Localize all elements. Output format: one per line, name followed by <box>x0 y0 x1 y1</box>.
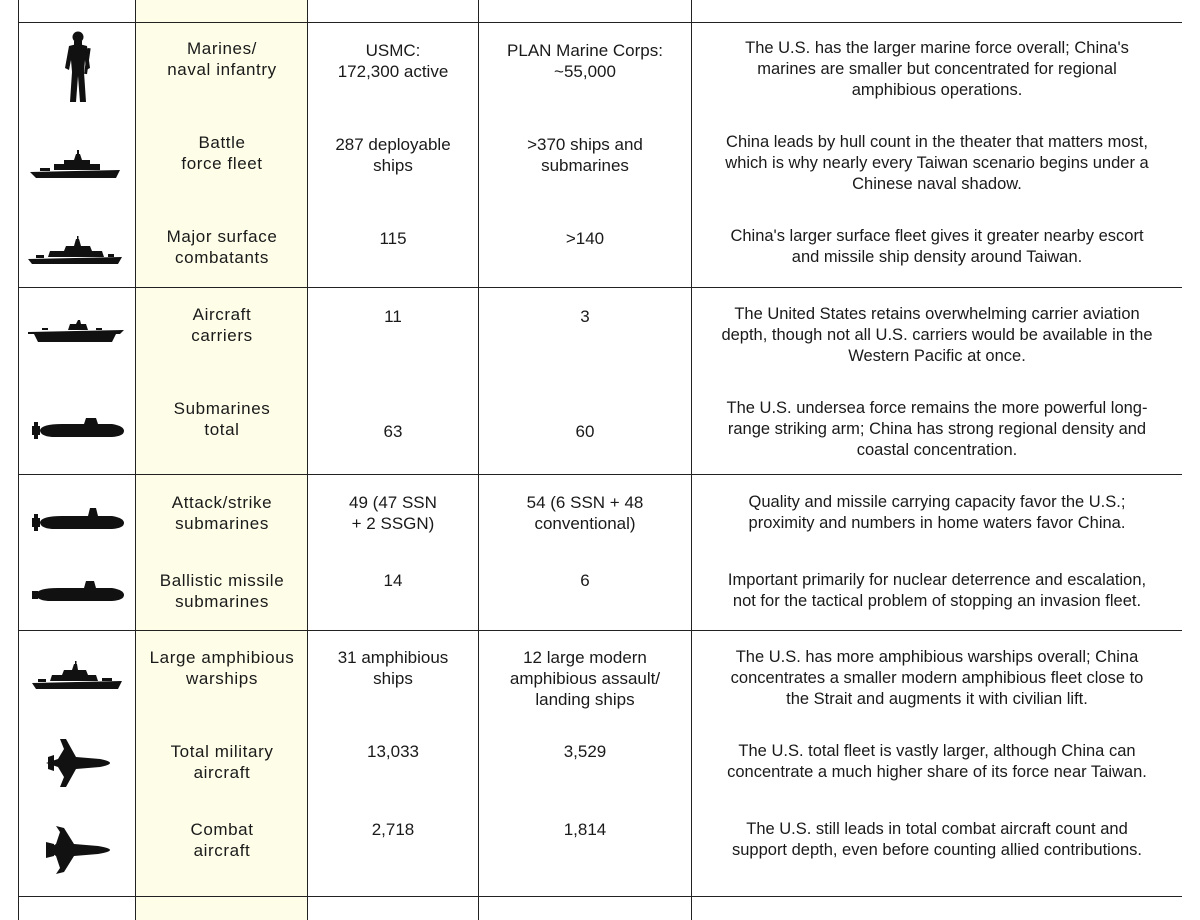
row-note: The U.S. has the larger marine force overall; China's marines are smaller but concentrated for regional amphibious operations. <box>745 39 1129 99</box>
china-value: 3 <box>580 307 590 326</box>
row-note: The United States retains overwhelming carrier aviation depth, though not all U.S. carriers would be available in the Western Pacific at once. <box>721 305 1153 365</box>
stealth-fighter-icon <box>44 824 112 876</box>
china-value: 60 <box>575 422 595 441</box>
row-note: The U.S. has more amphibious warships overall; China concentrates a smaller modern amphibious fleet close to the Strait and augments it with civilian lift. <box>730 648 1144 708</box>
row-note: China leads by hull count in the theater that matters most, which is why nearly every Taiwan scenario begins under a Chinese naval shadow. <box>725 133 1149 193</box>
row-note: The U.S. undersea force remains the more powerful long- range striking arm; China has strong regional density and coastal concentration. <box>726 399 1148 459</box>
destroyer-icon <box>28 236 124 266</box>
amphibious-ship-icon <box>32 661 124 691</box>
partial-soldier-icon <box>65 0 95 8</box>
row-note: Quality and missile carrying capacity favor the U.S.; proximity and numbers in home waters favor China. <box>748 493 1126 532</box>
china-value: >140 <box>565 229 605 248</box>
row-label: Battle force fleet <box>181 133 263 173</box>
row-label: Major surface combatants <box>166 227 278 267</box>
row-label: Marines/ naval infantry <box>167 39 277 79</box>
submarine-icon <box>32 416 124 440</box>
row-label: Aircraft carriers <box>191 305 253 345</box>
us-value: 11 <box>384 307 402 326</box>
row-label: Large amphibious warships <box>149 648 295 688</box>
china-value: 54 (6 SSN + 48 conventional) <box>526 493 644 533</box>
us-value: 2,718 <box>371 820 415 839</box>
row-label: Attack/strike submarines <box>171 493 273 533</box>
marine-soldier-icon <box>60 30 96 104</box>
us-value: 287 deployable ships <box>335 135 451 175</box>
attack-submarine-icon <box>32 506 124 532</box>
warship-icon <box>30 150 122 180</box>
row-label: Submarines total <box>173 399 271 439</box>
us-value: 115 <box>379 229 407 248</box>
fighter-jet-icon <box>44 737 112 789</box>
ballistic-submarine-icon <box>32 580 124 604</box>
force-comparison-table <box>18 0 1182 920</box>
row-label: Ballistic missile submarines <box>159 571 285 611</box>
row-note: Important primarily for nuclear deterrence and escalation, not for the tactical problem of stopping an invasion fleet. <box>727 571 1147 610</box>
row-note: The U.S. total fleet is vastly larger, although China can concentrate a much higher share of its force near Taiwan. <box>727 742 1147 781</box>
row-note: The U.S. still leads in total combat aircraft count and support depth, even before counting allied contributions. <box>731 820 1143 859</box>
china-value: 12 large modern amphibious assault/ landing ships <box>509 648 661 709</box>
partial-note <box>691 0 1182 1</box>
us-value: 13,033 <box>367 742 419 761</box>
china-value: PLAN Marine Corps: ~55,000 <box>507 41 663 81</box>
us-value: USMC: 172,300 active <box>337 41 449 81</box>
aircraft-carrier-icon <box>28 318 126 344</box>
china-value: >370 ships and submarines <box>527 135 643 175</box>
us-value: 49 (47 SSN + 2 SSGN) <box>349 493 437 533</box>
china-value: 6 <box>580 571 590 590</box>
china-value: 1,814 <box>563 820 607 839</box>
row-label: Total military aircraft <box>170 742 274 782</box>
us-value: 63 <box>383 422 403 441</box>
us-value: 14 <box>383 571 403 590</box>
row-label: Combat aircraft <box>190 820 254 860</box>
us-value: 31 amphibious ships <box>337 648 449 688</box>
row-note: China's larger surface fleet gives it greater nearby escort and missile ship density around Taiwan. <box>730 227 1144 266</box>
china-value: 3,529 <box>563 742 607 761</box>
